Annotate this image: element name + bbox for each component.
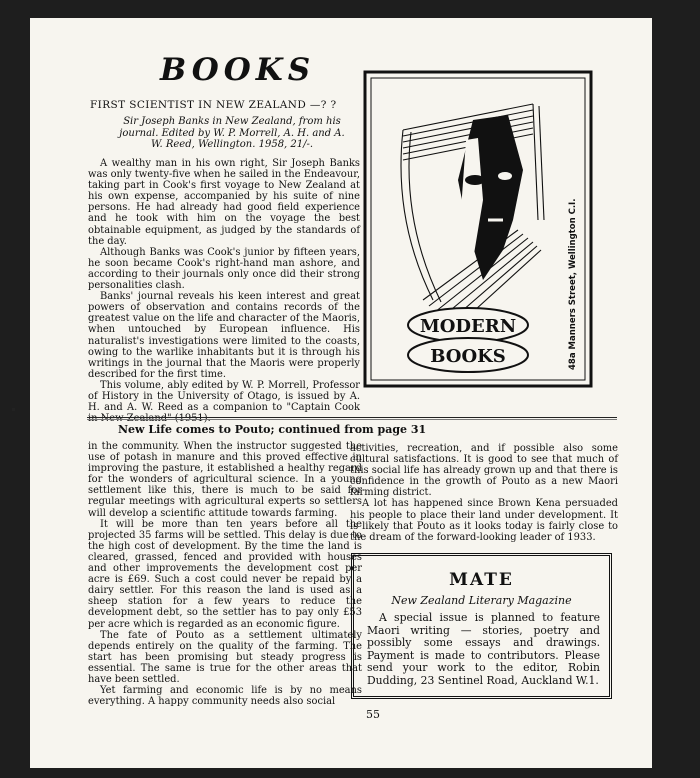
scan-speck [12,408,15,411]
mate-notice-box [351,553,612,699]
modern-books-advertisement [363,70,593,388]
article-headline: FIRST SCIENTIST IN NEW ZEALAND —? ? [90,99,337,111]
paragraph: A wealthy man in his own right, Sir Joseph Banks was only twenty-five when he sailed in the Endeavour, taking part in Cook's first voyage to New Zealand at his own expense, accompanied by his suite of nine persons. He had already had good field experience and he took with him on the voyage the best obtainable equipment, as judged by the standards of the day. [88,158,360,247]
notice-title: MATE [449,570,514,590]
paragraph: The fate of Pouto as a settlement ultimately depends entirely on the quality of the farming. The start has been promising but steady progress is essential. The same is true for the other areas that have been settled. [88,629,362,685]
divider [87,419,617,420]
notice-subtitle: New Zealand Literary Magazine [391,594,572,607]
paragraph: It will be more than ten years before all the projected 35 farms will be settled. This delay is due to the high cost of development. By the time the land is cleared, grassed, fenced and provided with houses and other improvements the development cost per acre is £69. Such a cost could never be repaid by a dairy settler. For this reason the land is used as a sheep station for a few years to reduce the development debt, so the settler has to pay only £53 per acre which is regarded as an economic figure. [88,518,362,630]
divider [87,417,617,418]
book-citation: Sir Joseph Banks in New Zealand, from his journal. Edited by W. P. Morrell, A. H. and A. W. Reed, Wellington. 1958, 21/-. [119,116,345,150]
paragraph: A special issue is planned to feature Maori writing — stories, poetry and possibly some essays and drawings. Payment is made to contributors. Please send your work to the editor, Robin Dudding, 23 Sentinel Road, Auckland W.1. [367,611,600,687]
page-number: 55 [366,708,380,721]
ad-line-1: MODERN [419,316,517,337]
paragraph: Banks' journal reveals his keen interest and great powers of observation and contains records of the greatest value on the life and character of the Maoris, when untouched by European influence. His naturalist's investigations were limited to the coasts, owing to the warlike inhabitants but it is through his writings in the journal that the Maoris were properly described for the first time. [88,291,360,380]
section-title: BOOKS [160,52,316,88]
continued-column-right [350,443,618,543]
continued-column-left [88,441,362,707]
magazine-page [30,18,652,768]
portrait-illustration [363,70,593,388]
paragraph: This volume, ably edited by W. P. Morrell, Professor of History in the University of Otago, is issued by A. H. and A. W. Reed as a companion to "Captain Cook [88,379,360,414]
notice-body [367,612,600,688]
paragraph: A lot has happened since Brown Kena persuaded his people to place their land under development. It is likely that Pouto as it looks today is fairly close to the dream of the forward-looking leader of 1933. [350,498,618,543]
review-column [88,158,360,424]
paragraph: activities, recreation, and if possible also some cultural satisfactions. It is good to see that much of this social life has already grown up and that there is confidence in the growth of Pouto as a new Maori farming district. [350,443,618,499]
paragraph: Yet farming and economic life is by no means everything. A happy community needs also social [88,685,362,708]
paragraph: in the community. When the instructor suggested the use of potash in manure and this proved effective in improving the pasture, it established a healthy regard for the wonders of agricultural science. In a young settlement like this, there is much to be said for regular meetings with agricultural experts so settlers will develop a scientific attitude towards farming. [88,441,362,519]
ad-address: 48a Manners Street, Wellington C.I. [568,198,578,370]
ad-line-2: BOOKS [430,346,506,367]
continuation-heading: New Life comes to Pouto; continued from page 31 [118,423,427,436]
paragraph: Although Banks was Cook's junior by fifteen years, he soon became Cook's right-hand man ashore, and according to their journals only once did their strong personalities clash. [88,246,360,292]
